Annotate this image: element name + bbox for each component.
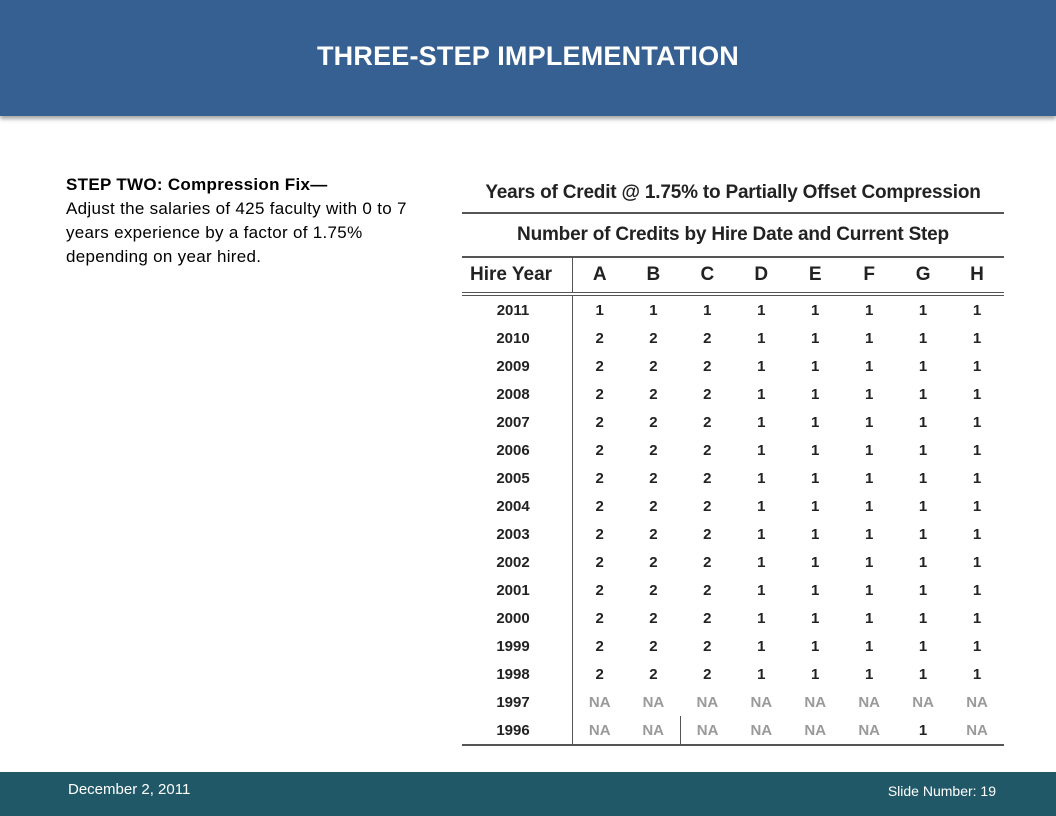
credit-cell: 1 xyxy=(918,441,928,459)
table-row xyxy=(462,324,1004,352)
credit-cell: 1 xyxy=(757,413,766,431)
credit-cell: 1 xyxy=(595,301,604,319)
credit-cell: 2 xyxy=(649,525,658,543)
credit-cell: 1 xyxy=(864,357,874,375)
credit-cell: NA xyxy=(573,716,627,745)
credit-cell: NA xyxy=(696,693,719,711)
credit-cell: 2 xyxy=(703,581,712,599)
table-row xyxy=(462,660,1004,688)
credit-cell: 2 xyxy=(595,441,604,459)
credit-cell: 1 xyxy=(864,385,874,403)
credit-cell: 1 xyxy=(757,553,766,571)
credit-cell: 1 xyxy=(811,357,820,375)
credit-cell: 1 xyxy=(972,301,982,319)
table-row xyxy=(462,492,1004,520)
credit-cell: 1 xyxy=(918,581,928,599)
credit-cell: 2 xyxy=(595,553,604,571)
credit-cell: 2 xyxy=(703,609,712,627)
credit-cell: 1 xyxy=(757,357,766,375)
credit-cell: 2 xyxy=(703,357,712,375)
credit-cell: 1 xyxy=(918,329,928,347)
slide-footer xyxy=(0,772,1056,816)
credit-cell: 1 xyxy=(972,413,982,431)
credit-cell: 2 xyxy=(703,441,712,459)
table-body xyxy=(462,294,1004,745)
credit-cell: 1 xyxy=(864,301,874,319)
column-header-h: H xyxy=(950,258,1004,294)
credit-cell: 1 xyxy=(972,637,982,655)
hire-year-cell: 1996 xyxy=(462,716,573,745)
credit-cell: 1 xyxy=(703,301,712,319)
column-header-a: A xyxy=(573,258,627,294)
credit-cell: 2 xyxy=(595,497,604,515)
slide-number: Slide Number: 19 xyxy=(887,783,996,799)
hire-year-cell: 2002 xyxy=(462,548,573,576)
credits-table-figure xyxy=(462,176,1004,746)
credit-cell: 2 xyxy=(649,609,658,627)
credit-cell: 1 xyxy=(811,413,820,431)
column-header-c: C xyxy=(680,258,734,294)
credit-cell: NA xyxy=(626,716,680,745)
credit-cell: 1 xyxy=(811,441,820,459)
credit-cell: 1 xyxy=(864,581,874,599)
credit-cell: 2 xyxy=(595,665,604,683)
credit-cell: 1 xyxy=(918,553,928,571)
credit-cell: 2 xyxy=(649,357,658,375)
credit-cell: 2 xyxy=(595,609,604,627)
credit-cell: 2 xyxy=(649,385,658,403)
credit-cell: 1 xyxy=(972,609,982,627)
table-row xyxy=(462,408,1004,436)
table-subtitle: Number of Credits by Hire Date and Current Step xyxy=(462,214,1004,258)
credit-cell: 2 xyxy=(649,497,658,515)
table-row xyxy=(462,716,1004,745)
credit-cell: 1 xyxy=(811,301,820,319)
table-title: Years of Credit @ 1.75% to Partially Offset Compression xyxy=(462,176,1004,214)
credit-cell: NA xyxy=(750,693,773,711)
credit-cell: 1 xyxy=(918,497,928,515)
credit-cell: 1 xyxy=(864,413,874,431)
credit-cell: 2 xyxy=(649,441,658,459)
hire-year-cell: 2004 xyxy=(462,492,573,520)
credit-cell: 1 xyxy=(972,469,982,487)
credit-cell: 2 xyxy=(703,525,712,543)
credit-cell: 2 xyxy=(595,637,604,655)
credit-cell: 2 xyxy=(649,553,658,571)
hire-year-cell: 1998 xyxy=(462,660,573,688)
hire-year-cell: 2000 xyxy=(462,604,573,632)
hire-year-cell: 2001 xyxy=(462,576,573,604)
credit-cell: 1 xyxy=(864,609,874,627)
credit-cell: 1 xyxy=(972,329,982,347)
hire-year-cell: 2005 xyxy=(462,464,573,492)
hire-year-cell: 2003 xyxy=(462,520,573,548)
credit-cell: 1 xyxy=(757,469,766,487)
footer-date: December 2, 2011 xyxy=(68,781,191,798)
column-header-b: B xyxy=(626,258,680,294)
credit-cell: 1 xyxy=(757,385,766,403)
credit-cell: 1 xyxy=(757,301,766,319)
slide-title: THREE-STEP IMPLEMENTATION xyxy=(316,40,739,71)
credit-cell: 1 xyxy=(972,497,982,515)
credit-cell: NA xyxy=(642,693,665,711)
credit-cell: 1 xyxy=(811,385,820,403)
credit-cell: 1 xyxy=(864,553,874,571)
credit-cell: 1 xyxy=(918,301,928,319)
credit-cell: 2 xyxy=(595,469,604,487)
hire-year-cell: 2008 xyxy=(462,380,573,408)
column-header-g: G xyxy=(896,258,950,294)
credit-cell: 1 xyxy=(811,581,820,599)
credit-cell: 2 xyxy=(649,469,658,487)
table-row xyxy=(462,604,1004,632)
credit-cell: 2 xyxy=(703,637,712,655)
credit-cell: 2 xyxy=(703,329,712,347)
table-row xyxy=(462,464,1004,492)
hire-year-cell: 2006 xyxy=(462,436,573,464)
credit-cell: 1 xyxy=(918,525,928,543)
credit-cell: 2 xyxy=(649,581,658,599)
credit-cell: 1 xyxy=(972,357,982,375)
credit-cell: 1 xyxy=(757,637,766,655)
column-header-hire-year: Hire Year xyxy=(462,258,573,294)
column-header-f: F xyxy=(842,258,896,294)
table-row xyxy=(462,548,1004,576)
credit-cell: 1 xyxy=(757,441,766,459)
credit-cell: NA xyxy=(588,693,611,711)
credit-cell: 1 xyxy=(918,357,928,375)
credit-cell: 2 xyxy=(595,581,604,599)
table-row xyxy=(462,352,1004,380)
credit-cell: 1 xyxy=(864,637,874,655)
step-description xyxy=(66,173,426,269)
credit-cell: NA xyxy=(912,693,934,711)
credit-cell: 1 xyxy=(811,665,820,683)
credit-cell: 1 xyxy=(811,469,820,487)
credit-cell: 1 xyxy=(757,609,766,627)
step-text: Adjust the salaries of 425 faculty with 0 to 7 years experience by a factor of 1.75% depending on year hired. xyxy=(66,199,407,266)
credit-cell: NA xyxy=(842,716,896,745)
credit-cell: 1 xyxy=(972,553,982,571)
credit-cell: 1 xyxy=(918,385,928,403)
credit-cell: 1 xyxy=(864,441,874,459)
credit-cell: 2 xyxy=(649,329,658,347)
hire-year-cell: 2009 xyxy=(462,352,573,380)
credit-cell: 1 xyxy=(972,525,982,543)
credit-cell: 1 xyxy=(918,665,928,683)
credit-cell: NA xyxy=(950,716,1004,745)
credit-cell: 2 xyxy=(649,665,658,683)
credit-cell: 1 xyxy=(864,469,874,487)
table-row xyxy=(462,436,1004,464)
table-row xyxy=(462,520,1004,548)
credit-cell: 2 xyxy=(595,329,604,347)
credit-cell: NA xyxy=(966,693,988,711)
credit-cell: NA xyxy=(788,716,842,745)
step-lead: STEP TWO: Compression Fix— xyxy=(66,175,328,194)
credit-cell: 1 xyxy=(811,497,820,515)
credit-cell: 2 xyxy=(595,525,604,543)
credit-cell: 1 xyxy=(811,609,820,627)
credit-cell: 2 xyxy=(703,385,712,403)
credit-cell: NA xyxy=(680,716,734,745)
credit-cell: 1 xyxy=(811,329,820,347)
credit-cell: 1 xyxy=(918,609,928,627)
credit-cell: 2 xyxy=(595,357,604,375)
credit-cell: 1 xyxy=(918,413,928,431)
credit-cell: 1 xyxy=(864,665,874,683)
credit-cell: 1 xyxy=(864,525,874,543)
hire-year-cell: 2010 xyxy=(462,324,573,352)
table-row xyxy=(462,688,1004,716)
credit-cell: NA xyxy=(858,693,880,711)
hire-year-cell: 1999 xyxy=(462,632,573,660)
credit-cell: 1 xyxy=(757,525,766,543)
credit-cell: 1 xyxy=(864,497,874,515)
credit-cell: 1 xyxy=(649,301,658,319)
credit-cell: 1 xyxy=(757,329,766,347)
credit-cell: 1 xyxy=(757,665,766,683)
credit-cell: 1 xyxy=(972,665,982,683)
credit-cell: 2 xyxy=(595,413,604,431)
credit-cell: 2 xyxy=(649,637,658,655)
credit-cell: 1 xyxy=(811,525,820,543)
table-row xyxy=(462,380,1004,408)
credit-cell: 1 xyxy=(811,637,820,655)
credit-cell: 1 xyxy=(896,716,950,745)
slide-header xyxy=(0,0,1056,116)
credit-cell: 2 xyxy=(703,469,712,487)
credit-cell: 1 xyxy=(918,469,928,487)
credit-cell: 2 xyxy=(703,497,712,515)
credit-cell: 1 xyxy=(757,497,766,515)
column-header-e: E xyxy=(788,258,842,294)
credit-cell: 2 xyxy=(649,413,658,431)
credit-cell: 2 xyxy=(703,413,712,431)
credit-cell: 1 xyxy=(864,329,874,347)
credit-cell: NA xyxy=(734,716,788,745)
hire-year-cell: 1997 xyxy=(462,688,573,716)
credit-cell: 1 xyxy=(811,553,820,571)
hire-year-cell: 2007 xyxy=(462,408,573,436)
credit-cell: NA xyxy=(804,693,827,711)
table-row xyxy=(462,576,1004,604)
hire-year-cell: 2011 xyxy=(462,294,573,324)
credit-cell: 1 xyxy=(918,637,928,655)
credit-cell: 1 xyxy=(972,581,982,599)
table-row xyxy=(462,294,1004,324)
credits-table xyxy=(462,258,1004,746)
credit-cell: 2 xyxy=(595,385,604,403)
credit-cell: 1 xyxy=(972,385,982,403)
table-row xyxy=(462,632,1004,660)
credit-cell: 2 xyxy=(703,553,712,571)
credit-cell: 1 xyxy=(972,441,982,459)
credit-cell: 1 xyxy=(757,581,766,599)
table-header-row xyxy=(462,258,1004,294)
credit-cell: 2 xyxy=(703,665,712,683)
column-header-d: D xyxy=(734,258,788,294)
